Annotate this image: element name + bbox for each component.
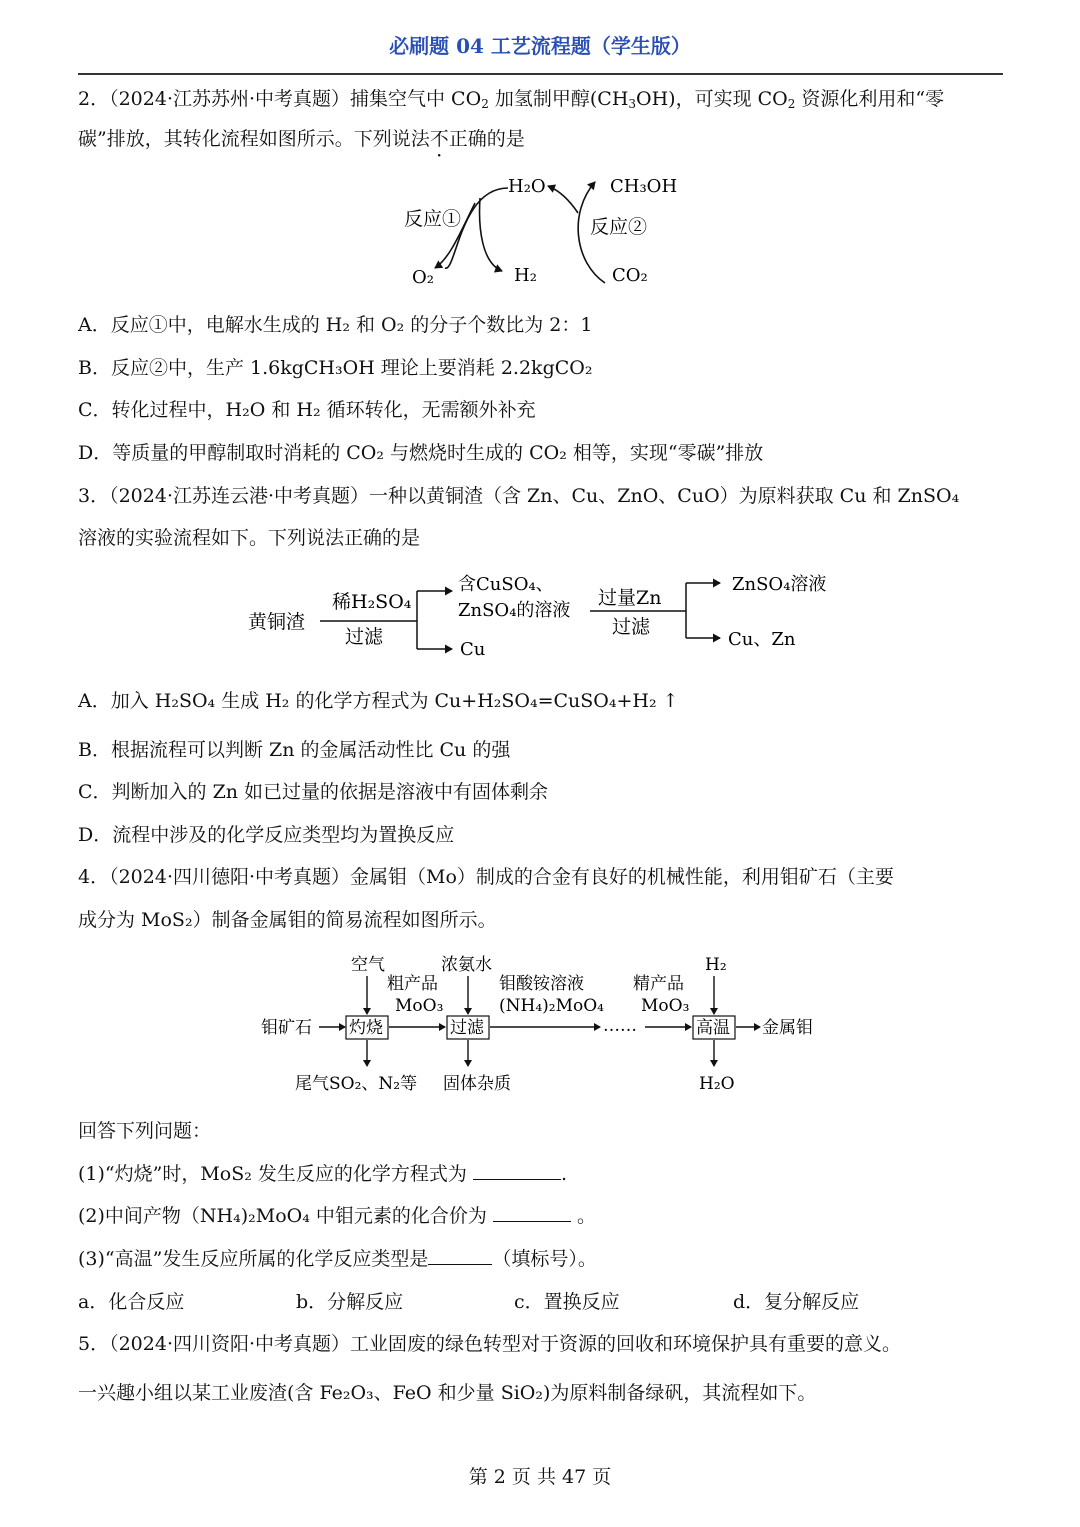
header-rule: [78, 73, 1003, 75]
q3-option-c: C．判断加入的 Zn 如已过量的依据是溶液中有固体剩余: [78, 781, 549, 803]
q3-option-b: B．根据流程可以判断 Zn 的金属活动性比 Cu 的强: [78, 739, 511, 761]
label-h2: H₂: [514, 265, 537, 286]
label-fine2: MoO₃: [641, 996, 690, 1016]
q4-stem-line2: 成分为 MoS₂）制备金属钼的简易流程如图所示。: [78, 909, 497, 931]
label-filter: 过滤: [450, 1018, 484, 1038]
label-ammonia: 浓氨水: [441, 955, 492, 975]
emphasis-dot-char: 不: [429, 128, 449, 150]
q2-option-c: C．转化过程中，H₂O 和 H₂ 循环转化，无需额外补充: [78, 399, 536, 421]
label-reagent2: 过量Zn: [598, 587, 662, 609]
q4-flow-diagram: [255, 950, 835, 1100]
q3-option-a: A．加入 H₂SO₄ 生成 H₂ 的化学方程式为 Cu+H₂SO₄=CuSO₄+H₂ ↑: [78, 690, 679, 712]
label-sol1a: 含CuSO₄、: [458, 574, 554, 595]
label-impurity: 固体杂质: [443, 1074, 511, 1094]
answer-blank-3[interactable]: [428, 1264, 492, 1265]
label-sol1b: ZnSO₄的溶液: [458, 600, 571, 621]
page-header: 必刷题 04 工艺流程题（学生版）: [389, 34, 691, 58]
q4-choice-c: c．置换反应: [514, 1291, 620, 1313]
page-footer: 第 2 页 共 47 页: [468, 1466, 612, 1488]
q2-option-a: A．反应①中，电解水生成的 H₂ 和 O₂ 的分子个数比为 2：1: [78, 314, 593, 336]
label-hightemp: 高温: [696, 1018, 730, 1038]
q4-sub2: (2)中间产物（NH₄)₂MoO₄ 中钼元素的化合价为 。: [78, 1205, 596, 1227]
label-reaction1: 反应①: [404, 208, 462, 230]
label-start: 黄铜渣: [248, 611, 306, 633]
label-air: 空气: [351, 955, 385, 975]
q4-stem-line1: 4．（2024·四川德阳·中考真题）金属钼（Mo）制成的合金有良好的机械性能，利用钼矿石（主要: [78, 866, 894, 888]
label-roast: 灼烧: [349, 1018, 383, 1038]
answer-blank-2[interactable]: [493, 1221, 571, 1222]
q4-choice-b: b．分解反应: [296, 1291, 404, 1313]
q4-intro: 回答下列问题：: [78, 1120, 212, 1142]
q4-choice-d: d．复分解反应: [733, 1291, 860, 1313]
q5-stem-line2: 一兴趣小组以某工业废渣(含 Fe₂O₃、FeO 和少量 SiO₂)为原料制备绿矾，其流程如下。: [78, 1382, 817, 1404]
label-solid1: Cu: [460, 639, 486, 660]
label-crude1: 粗产品: [387, 974, 438, 994]
label-op2: 过滤: [612, 616, 651, 638]
q2-option-d: D．等质量的甲醇制取时消耗的 CO₂ 与燃烧时生成的 CO₂ 相等，实现“零碳”排放: [78, 442, 764, 464]
label-o2: O₂: [412, 267, 434, 288]
q4-sub3: (3)“高温”发生反应所属的化学反应类型是 （填标号）。: [78, 1248, 597, 1270]
label-water: H₂O: [699, 1074, 735, 1094]
label-dots: ……: [603, 1016, 637, 1036]
q2-cycle-diagram: [390, 168, 700, 293]
label-soln2: (NH₄)₂MoO₄: [499, 996, 604, 1016]
q3-stem-line1: 3．（2024·江苏连云港·中考真题）一种以黄铜渣（含 Zn、Cu、ZnO、CuO）为原料获取 Cu 和 ZnSO₄: [78, 485, 960, 507]
label-reagent1: 稀H₂SO₄: [332, 591, 412, 613]
q3-option-d: D．流程中涉及的化学反应类型均为置换反应: [78, 824, 455, 846]
q2-stem-line1: 2．（2024·江苏苏州·中考真题）捕集空气中 $CO_2$ 加氢制甲醇$(CH_3OH)$，可实现 $CO_2$ 资源化利用和“零: [78, 88, 945, 111]
q2-option-b: B．反应②中，生产 1.6kgCH₃OH 理论上要消耗 2.2kgCO₂: [78, 357, 593, 379]
label-reaction2: 反应②: [590, 216, 648, 238]
label-ch3oh: CH₃OH: [610, 176, 678, 197]
q3-flow-diagram: [240, 566, 850, 666]
q2-stem-line2: 碳”排放，其转化流程如图所示。下列说法不正确的是: [78, 128, 525, 150]
label-out1: ZnSO₄溶液: [732, 574, 827, 595]
label-out2: Cu、Zn: [728, 629, 796, 650]
q3-stem-line2: 溶液的实验流程如下。下列说法正确的是: [78, 527, 421, 549]
label-soln1: 钼酸铵溶液: [499, 974, 584, 994]
label-fine1: 精产品: [633, 974, 684, 994]
label-tail: 尾气SO₂、N₂等: [295, 1074, 418, 1094]
label-crude2: MoO₃: [395, 996, 444, 1016]
label-op1: 过滤: [345, 626, 384, 648]
label-h2o: H₂O: [508, 176, 546, 197]
label-co2: CO₂: [612, 265, 648, 286]
q4-sub1: (1)“灼烧”时，MoS₂ 发生反应的化学方程式为 .: [78, 1163, 568, 1185]
label-metal: 金属钼: [762, 1018, 813, 1038]
q5-stem-line1: 5．（2024·四川资阳·中考真题）工业固废的绿色转型对于资源的回收和环境保护具有重要的意义。: [78, 1333, 902, 1355]
answer-blank-1[interactable]: [473, 1179, 561, 1180]
label-h2: H₂: [705, 955, 727, 975]
label-ore: 钼矿石: [261, 1018, 312, 1038]
q4-choice-a: a．化合反应: [78, 1291, 185, 1313]
